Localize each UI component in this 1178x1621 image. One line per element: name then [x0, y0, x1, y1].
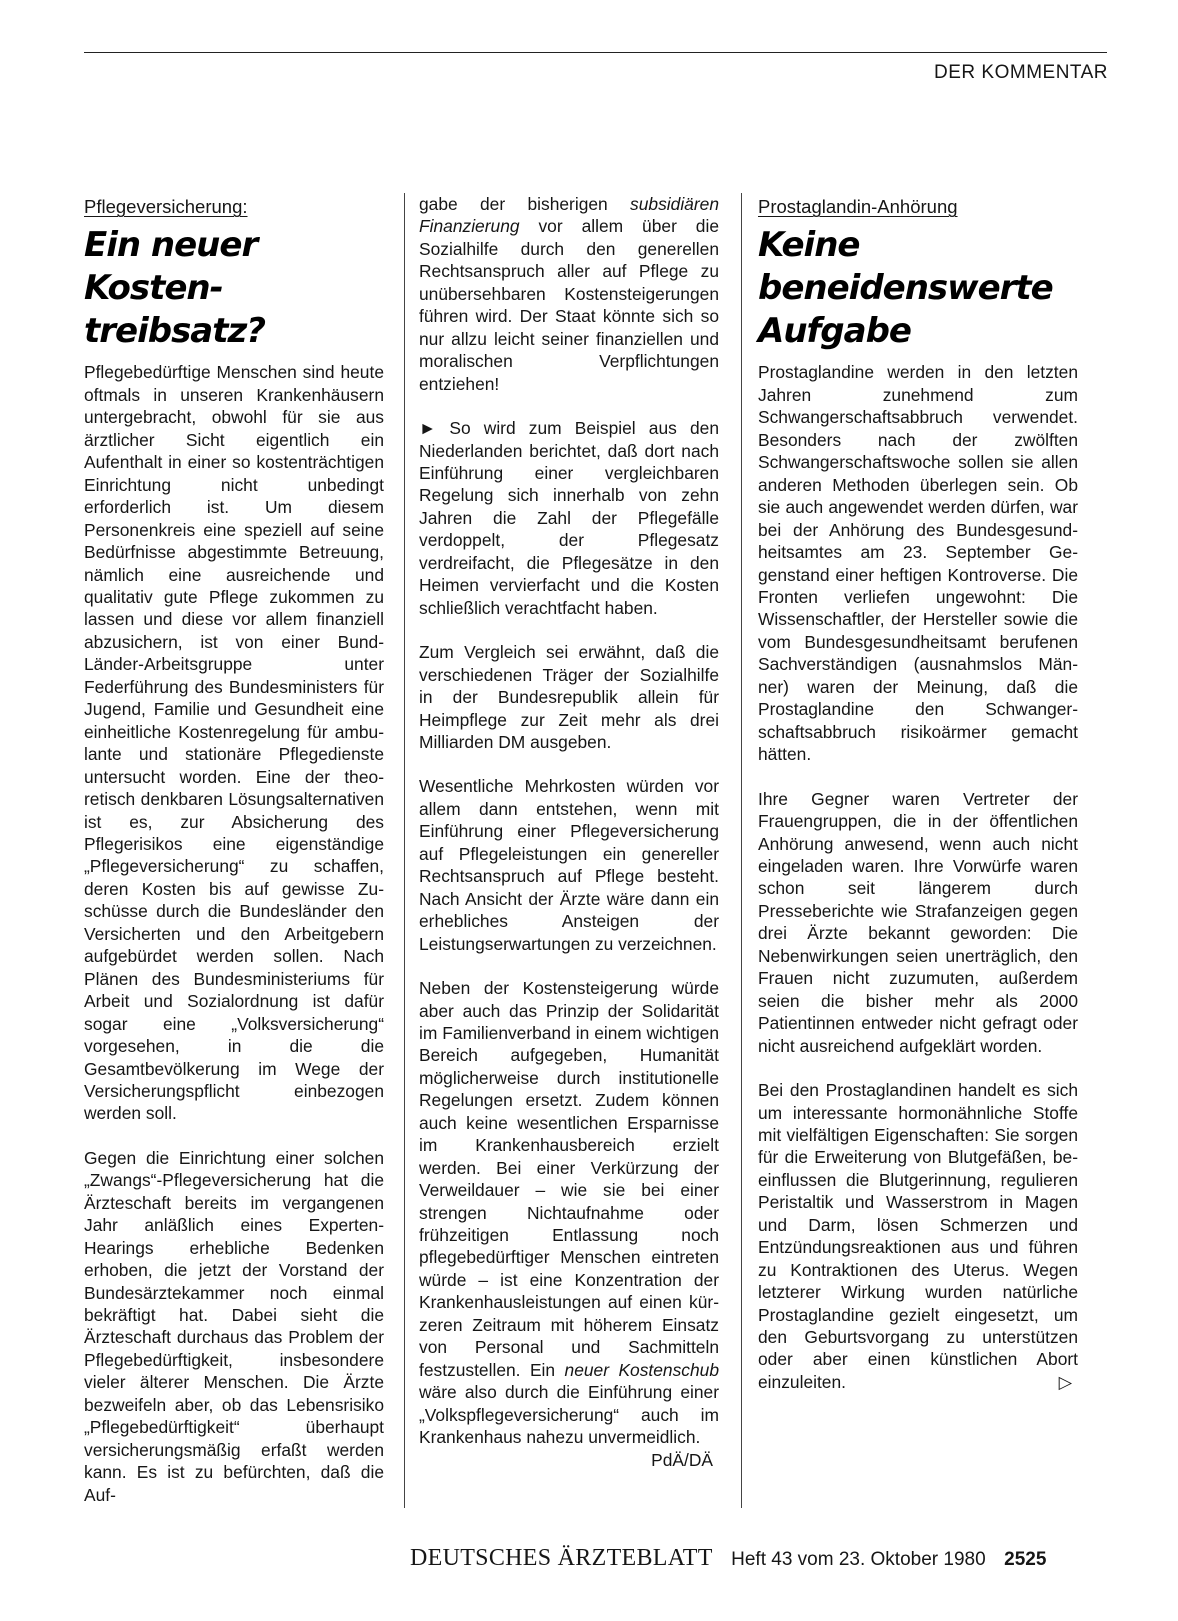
- article-2-paragraph: Bei den Prostaglandinen handelt es sich um interessante hormonähnliche Stoffe mit vielfältigen Eigenschaften: Sie sorgen für die Erweiterung von Blutgefäßen, beeinflussen die Blutgerinnung, regulieren Peristaltik und Wasserstrom in Magen und Darm, lösen Schmerzen und Entzündungsreaktionen aus und führen zu Kontraktionen des Uterus. Wegen letzterer Wirkung wurden natürliche Prostaglandine gezielt eingesetzt, um den Geburtsvorgang zu unterstützen oder aber einen künstlichen Abort einzuleiten. ▷: [758, 1080, 1078, 1392]
- article-1-column-1: [84, 196, 384, 1506]
- headline-line: beneidenswerte: [758, 268, 1053, 309]
- article-1-paragraph: Gegen die Einrichtung einer solchen „Zwangs“-Pflegeversicherung hat die Ärzteschaft bereits im vergangenen Jahr anläßlich eines Experten-Hearings erhebliche Bedenken erhoben, die jetzt der Vorstand der Bundesärztekammer noch einmal bekräftigt hat. Dabei sieht die Ärzteschaft durchaus das Problem der Pflegebedürftigkeit, insbesondere vieler älterer Menschen. Die Ärzte bezweifeln aber, ob das Lebensrisiko „Pflegebedürftigkeit“ überhaupt versicherungsmäßig erfaßt werden kann. Es ist zu befürchten, daß die Auf-: [84, 1147, 384, 1505]
- header-rule: [84, 52, 1107, 53]
- headline-line: treibsatz?: [84, 311, 266, 352]
- page-footer: [410, 1545, 1046, 1572]
- article-2-paragraph: Ihre Gegner waren Vertreter der Frauengruppen, die in der öffentlichen Anhörung anwesend, wenn auch nicht eingeladen waren. Ihre Vorwürfe waren schon seit längerem durch Presseberichte wie Strafanzeigen gegen drei Ärzte bekannt geworden: Die Nebenwirkungen seien unerträglich, den Frauen nicht zuzumuten, außerdem seien die bisher mehr als 2000 Patientinnen entweder nicht gefragt oder nicht ausreichend aufgeklärt worden.: [758, 788, 1078, 1056]
- article-1-column-2: [419, 193, 719, 1471]
- column-divider: [404, 193, 405, 1508]
- emphasis-text: subsidiären Finanzierung: [419, 194, 719, 237]
- emphasis-text: neuer Kostenschub: [564, 1359, 719, 1380]
- headline-line: Aufgabe: [758, 311, 911, 352]
- bullet-arrow-icon: ►: [419, 418, 437, 439]
- headline-line: Ein neuer: [84, 225, 258, 266]
- section-label: DER KOMMENTAR: [934, 62, 1108, 83]
- author-signature: PdÄ/DÄ: [651, 1449, 713, 1470]
- headline-line: Kosten-: [84, 268, 223, 309]
- article-2-paragraph: Prostaglandine werden in den letzten Jahren zunehmend zum Schwangerschaftsabbruch verwendet. Besonders nach der zwölften Schwangerschaftswoche sollen sie allen anderen Methoden überlegen sein. Ob sie auch angewendet werden dürfen, war bei der Anhörung des Bundesgesundheitsamtes am 23. September Gegenstand einer heftigen Kontroverse. Die Fronten verliefen ungewohnt: Die Wissenschaftler, der Hersteller sowie die vom Bundesgesundheitsamt berufenen Sachverständigen (ausnahmslos Männer) waren der Meinung, daß die Prostaglandine den Schwangerschaftsabbruch risikoärmer gemacht hätten.: [758, 362, 1078, 765]
- headline-line: Keine: [758, 225, 860, 266]
- article-1-paragraph: Neben der Kostensteigerung würde aber auch das Prinzip der Solidarität im Familienverband in einem wichtigen Bereich aufgegeben, Humanität möglicherweise durch institutionelle Regelungen ersetzt. Zudem können auch keine wesentlichen Ersparnisse im Krankenhausbereich erzielt werden. Bei einer Verkürzung der Verweildauer – wie sie bei einer strengen Nichtaufnahme oder frühzeitigen Entlassung noch pflegebedürftiger Menschen eintreten würde – ist eine Konzentration der Krankenhausleistungen auf einen kürzeren Zeitraum mit höherem Einsatz von Personal und Sachmitteln festzustellen. Ein neuer Kostenschub wäre also durch die Einführung einer „Volkspflegeversicherung“ auch im Krankenhaus nahezu unvermeidlich. PdÄ/DÄ: [419, 978, 719, 1470]
- journal-name: DEUTSCHES ÄRZTEBLATT: [410, 1545, 713, 1571]
- article-2-headline: [758, 224, 1078, 353]
- article-1-paragraph: ► So wird zum Beispiel aus den Niederlanden berichtet, daß dort nach Einführung einer vergleichbaren Regelung sich innerhalb von zehn Jahren die Zahl der Pflegefälle verdoppelt, der Pflegesatz verdreifacht, die Pflegesätze in den Heimen vervierfacht und die Kosten schließlich verachtfacht haben.: [419, 418, 719, 618]
- column-divider: [741, 193, 742, 1508]
- article-2-column: [758, 196, 1078, 1393]
- page-number: 2525: [1004, 1549, 1047, 1570]
- issue-info: Heft 43 vom 23. Oktober 1980: [731, 1549, 986, 1570]
- article-1-paragraph: gabe der bisherigen subsidiären Finanzierung vor allem über die Sozialhilfe durch den generellen Rechtsanspruch aller auf Pflege zu unübersehbaren Kostensteigerungen führen wird. Der Staat könnte sich so nur allzu leicht seiner finanziellen und moralischen Verpflichtungen entziehen!: [419, 194, 719, 394]
- article-1-headline: [84, 224, 384, 353]
- article-1-paragraph: Wesentliche Mehrkosten würden vor allem dann entstehen, wenn mit Einführung einer Pflegeversicherung auf Pflegeleistungen ein genereller Rechtsanspruch auf Pflege besteht. Nach Ansicht der Ärzte wäre dann ein erhebliches Ansteigen der Leistungserwartungen zu verzeichnen.: [419, 776, 719, 954]
- article-1-kicker: Pflegeversicherung:: [84, 196, 248, 217]
- article-1-paragraph: Pflegebedürftige Menschen sind heute oftmals in unseren Krankenhäusern untergebracht, obwohl für sie aus ärztlicher Sicht eigentlich ein Aufenthalt in einer so kostenträchtigen Einrichtung nicht unbedingt erforderlich ist. Um diesem Personenkreis eine speziell auf seine Bedürfnisse abgestimmte Betreuung, nämlich eine ausreichende und qualitativ gute Pflege zukommen zu lassen und diese vor allem finanziell abzusichern, ist von einer Bund-Länder-Arbeitsgruppe unter Federführung des Bundesministers für Jugend, Familie und Gesundheit eine einheitliche Kostenregelung für ambulante und stationäre Pflegedienste untersucht worden. Eine der theoretisch denkbaren Lösungsalternativen ist es, zur Absicherung des Pflegerisikos eine eigenständige „Pflegeversicherung“ zu schaffen, deren Kosten bis auf gewisse Zuschüsse durch die Bundesländer den Versicherten und den Arbeitgebern aufgebürdet werden sollen. Nach Plänen des Bundesministeriums für Arbeit und Sozialordnung ist dafür sogar eine „Volksversicherung“ vorgesehen, in die die Gesamtbevölkerung im Wege der Versicherungspflicht einbezogen werden soll.: [84, 362, 384, 1124]
- article-1-paragraph: Zum Vergleich sei erwähnt, daß die verschiedenen Träger der Sozialhilfe in der Bundesrepublik allein für Heimpflege zur Zeit mehr als drei Milliarden DM ausgeben.: [419, 642, 719, 752]
- article-2-kicker: Prostaglandin-Anhörung: [758, 196, 958, 217]
- continue-arrow-icon: ▷: [1058, 1371, 1072, 1392]
